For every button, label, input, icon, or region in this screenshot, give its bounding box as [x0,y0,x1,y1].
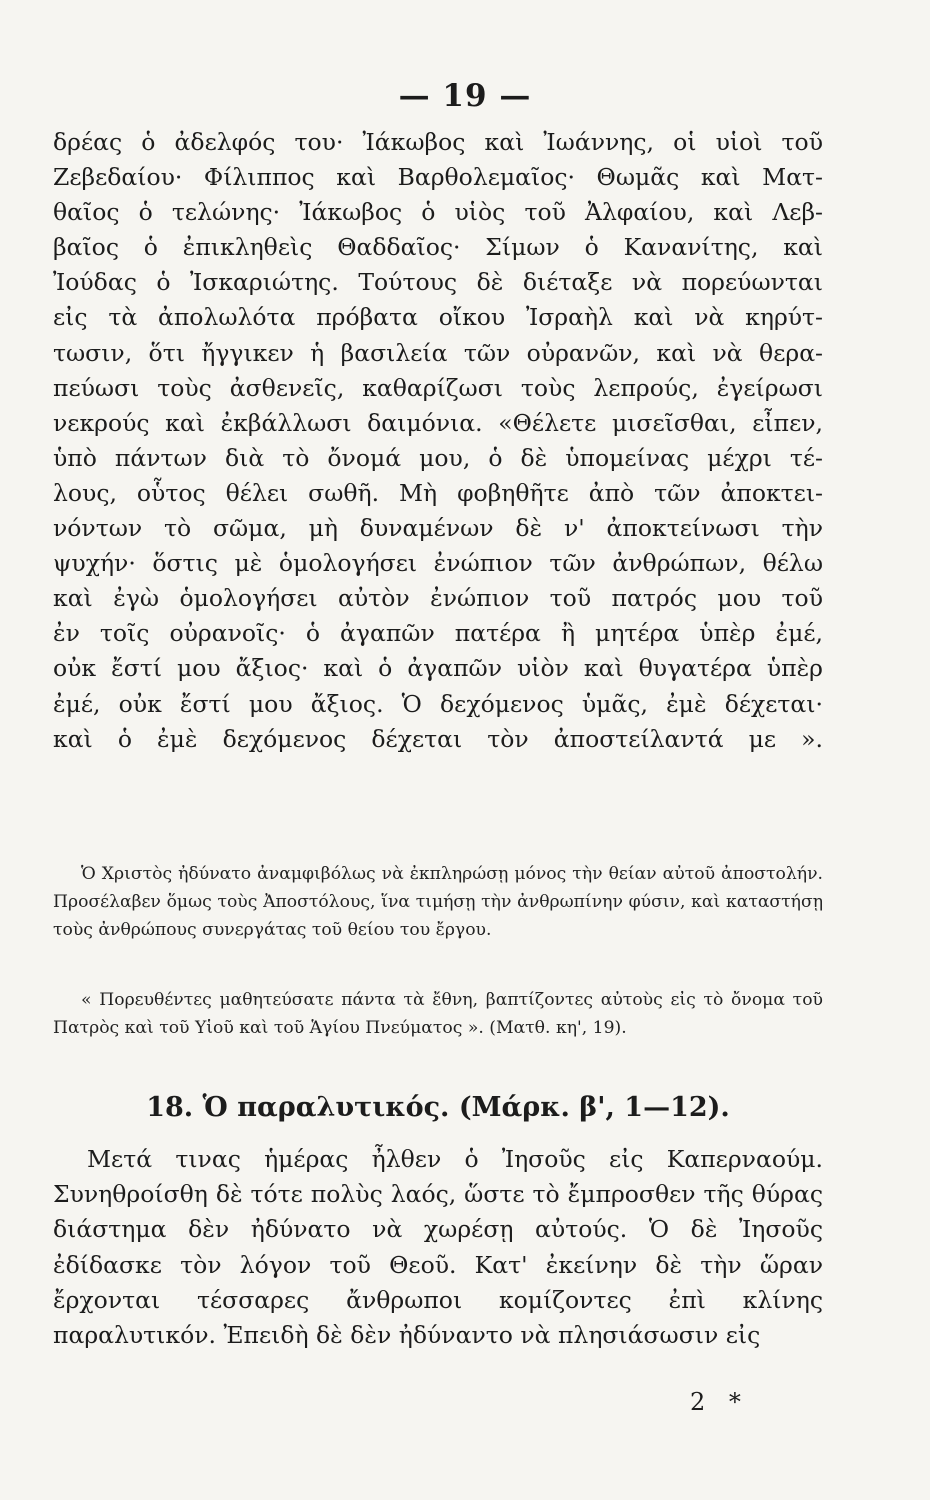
text-line: τωσιν, ὅτι ἤγγικεν ἡ βασιλεία τῶν οὐρανῶν, καὶ νὰ θερα- [53,338,823,367]
text-line: ἐν τοῖς οὐρανοῖς· ὁ ἀγαπῶν πατέρα ἢ μητέρα ὑπὲρ ἐμέ, [53,619,823,648]
section-heading: 18. Ὁ παραλυτικός. (Μάρκ. β', 1—12). [146,1092,730,1123]
text-line: Ζεβεδαίου· Φίλιππος καὶ Βαρθολεμαῖος· Θωμᾶς καὶ Ματ- [53,163,823,192]
text-line: καὶ ἐγὼ ὁμολογήσει αὐτὸν ἐνώπιον τοῦ πατρός μου τοῦ [53,584,823,613]
scripture-quote-text: « Πορευθέντες μαθητεύσατε πάντα τὰ ἔθνη, βαπτίζοντες αὐτοὺς εἰς τὸ ὄνομα τοῦ Πατρὸς καὶ τοῦ Υἱοῦ καὶ τοῦ Ἁγίου Πνεύματος ». (Ματθ. κη', 19). [53,990,823,1038]
text-line: βαῖος ὁ ἐπικληθεὶς Θαδδαῖος· Σίμων ὁ Κανανίτης, καὶ [53,233,823,262]
text-line: πεύωσι τοὺς ἀσθενεῖς, καθαρίζωσι τοὺς λεπρούς, ἐγείρωσι [53,373,823,402]
text-line: ὑπὸ πάντων διὰ τὸ ὄνομά μου, ὁ δὲ ὑπομείνας μέχρι τέ- [53,443,823,472]
text-line: οὐκ ἔστί μου ἄξιος· καὶ ὁ ἀγαπῶν υἱὸν καὶ θυγατέρα ὑπὲρ [53,654,823,683]
text-line: θαῖος ὁ τελώνης· Ἰάκωβος ὁ υἱὸς τοῦ Ἀλφαίου, καὶ Λεβ- [53,198,823,227]
text-line: νεκρούς καὶ ἐκβάλλωσι δαιμόνια. «Θέλετε μισεῖσθαι, εἶπεν, [53,408,823,437]
commentary-note [53,860,823,944]
commentary-note-text: Ὁ Χριστὸς ἠδύνατο ἀναμφιβόλως νὰ ἐκπληρώσῃ μόνος τὴν θείαν αὐτοῦ ἀποστολήν. Προσέλαβεν ὅμως τοὺς Ἀποστόλους, ἵνα τιμήσῃ τὴν ἀνθρωπίνην φύσιν, καὶ καταστήσῃ τοὺς ἀνθρώπους συνεργάτας τοῦ θείου του ἔργου. [53,864,823,940]
scripture-quote-note [53,986,823,1042]
main-text-block [53,125,823,757]
text-line: εἰς τὰ ἀπολωλότα πρόβατα οἴκου Ἰσραὴλ καὶ νὰ κηρύτ- [53,303,823,332]
text-line: ψυχήν· ὅστις μὲ ὁμολογήσει ἐνώπιον τῶν ἀνθρώπων, θέλω [53,549,823,578]
page-number: — 19 — [398,78,532,114]
text-line: νόντων τὸ σῶμα, μὴ δυναμένων δὲ ν' ἀποκτείνωσι τὴν [53,514,823,543]
printer-signature-mark: 2 * [690,1388,749,1416]
section-body-text [53,1142,823,1353]
text-line-last: καὶ ὁ ἐμὲ δεχόμενος δέχεται τὸν ἀποστείλαντά με ». [53,724,823,753]
text-line: δρέας ὁ ἀδελφός του· Ἰάκωβος καὶ Ἰωάννης, οἱ υἱοὶ τοῦ [53,128,823,156]
text-line: ἐμέ, οὐκ ἔστί μου ἄξιος. Ὁ δεχόμενος ὑμᾶς, ἐμὲ δέχεται· [53,689,823,718]
text-line: λους, οὗτος θέλει σωθῆ. Μὴ φοβηθῆτε ἀπὸ τῶν ἀποκτει- [53,478,823,507]
text-line: Ἰούδας ὁ Ἰσκαριώτης. Τούτους δὲ διέταξε νὰ πορεύωνται [53,268,823,297]
section-body-content: Μετά τινας ἡμέρας ἦλθεν ὁ Ἰησοῦς εἰς Καπερναούμ. Συνηθροίσθη δὲ τότε πολὺς λαός, ὥστε τὸ ἔμπροσθεν τῆς θύρας διάστημα δὲν ἠδύνατο νὰ χωρέσῃ αὐτούς. Ὁ δὲ Ἰησοῦς ἐδίδασκε τὸν λόγον τοῦ Θεοῦ. Κατ' ἐκείνην δὲ τὴν ὥραν ἔρχονται τέσσαρες ἄνθρωποι κομίζοντες ἐπὶ κλίνης παραλυτικόν. Ἐπειδὴ δὲ δὲν ἠδύναντο νὰ πλησιάσωσιν εἰς [53,1145,823,1350]
